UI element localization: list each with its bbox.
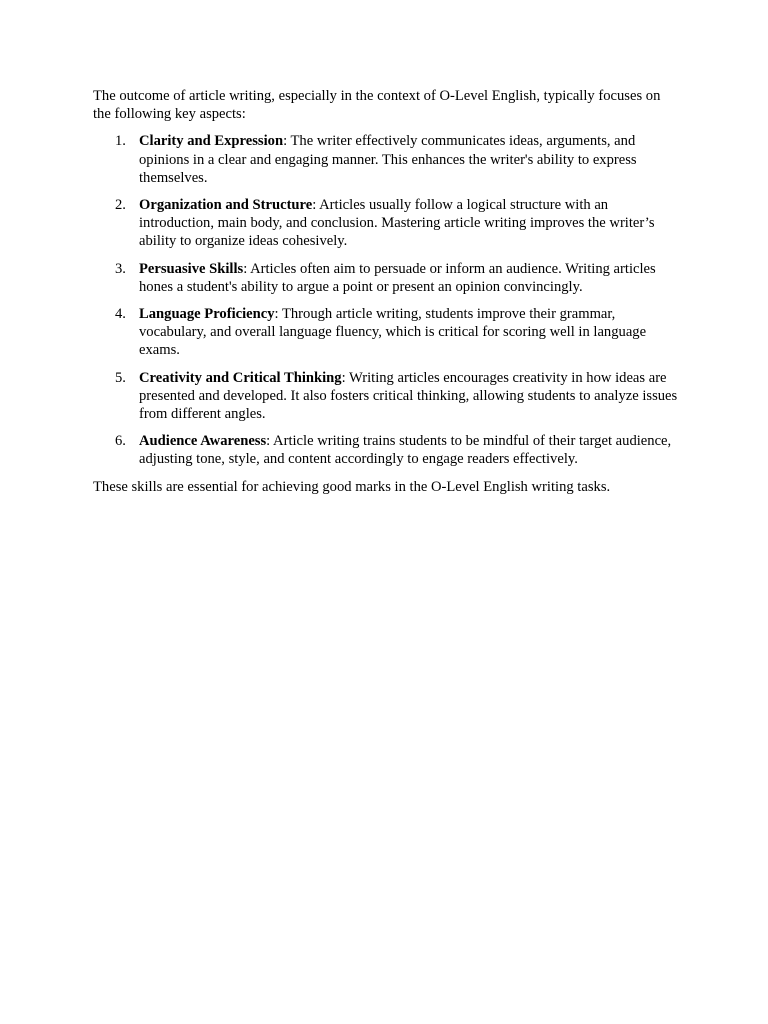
list-item bbox=[93, 132, 678, 187]
list-item-number: 4. bbox=[115, 306, 126, 323]
list-item-number: 6. bbox=[115, 433, 126, 450]
list-item bbox=[93, 432, 678, 468]
list-item-text: : Through article writing, students improve their grammar, vocabulary, and overall language fluency, which is critical for scoring well in language exams. bbox=[139, 306, 647, 359]
list-item-heading: Persuasive Skills bbox=[139, 260, 244, 277]
list-item bbox=[93, 260, 678, 296]
list-item-text: : Writing articles encourages creativity in how ideas are presented and developed. It also fosters critical thinking, allowing students to analyze issues from different angles. bbox=[139, 369, 678, 423]
key-aspects-list bbox=[93, 132, 678, 468]
list-item-text: : The writer effectively communicates ideas, arguments, and opinions in a clear and engaging manner. This enhances the writer's ability to express themselves. bbox=[139, 133, 637, 186]
intro-paragraph: The outcome of article writing, especially in the context of O-Level English, typically focuses on the following key aspects: bbox=[93, 88, 661, 123]
list-item-heading: Language Proficiency bbox=[139, 306, 275, 323]
list-item-number: 3. bbox=[115, 260, 126, 277]
document-page bbox=[93, 87, 678, 496]
list-item bbox=[93, 305, 678, 360]
list-item bbox=[93, 369, 678, 424]
conclusion-paragraph: These skills are essential for achieving good marks in the O-Level English writing tasks. bbox=[93, 478, 611, 495]
list-item-text: : Articles usually follow a logical structure with an introduction, main body, and conclusion. Mastering article writing improves the writer’s ability to organize ideas cohesively. bbox=[139, 197, 655, 250]
list-item-heading: Clarity and Expression bbox=[139, 133, 284, 150]
list-item-number: 1. bbox=[115, 133, 126, 150]
list-item-heading: Organization and Structure bbox=[139, 197, 313, 214]
list-item-text: : Articles often aim to persuade or inform an audience. Writing articles hones a student's ability to argue a point or present an opinion convincingly. bbox=[139, 260, 656, 295]
list-item-number: 2. bbox=[115, 197, 126, 214]
list-item-text: : Article writing trains students to be mindful of their target audience, adjusting tone, style, and content accordingly to engage readers effectively. bbox=[139, 433, 672, 468]
list-item-heading: Creativity and Critical Thinking bbox=[139, 369, 342, 386]
list-item bbox=[93, 196, 678, 251]
list-item-heading: Audience Awareness bbox=[139, 433, 267, 450]
list-item-number: 5. bbox=[115, 369, 126, 386]
